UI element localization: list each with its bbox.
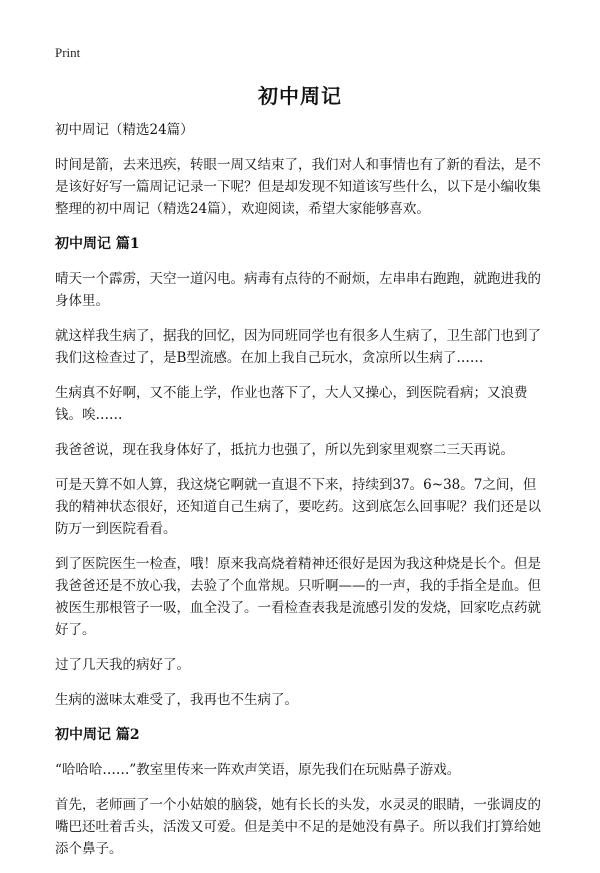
- paragraph: 首先，老师画了一个小姑娘的脑袋，她有长长的头发，水灵灵的眼睛，一张调皮的嘴巴还吐着舌头，活泼又可爱。但是美中不足的是她没有鼻子。所以我们打算给她添个鼻子。: [55, 797, 541, 857]
- paragraph: 可是天算不如人算，我这烧它啊就一直退不下来，持续到37。6~38。7之间，但我的精神状态很好，还知道自己生病了，要吃药。这到底怎么回事呢？我们还是以防万一到医院看看。: [55, 477, 541, 537]
- section-heading-1: 初中周记 篇1: [55, 236, 140, 252]
- paragraph: 晴天一个霹雳，天空一道闪电。病毒有点待的不耐烦，左串串右跑跑，就跑进我的身体里。: [55, 271, 541, 309]
- paragraph: 生病的滋味太难受了，我再也不生病了。: [55, 692, 298, 708]
- print-link[interactable]: Print: [55, 45, 81, 60]
- paragraph: 生病真不好啊，又不能上学，作业也落下了，大人又操心，到医院看病；又浪费钱。唉……: [55, 385, 528, 423]
- page-title: 初中周记: [258, 84, 342, 108]
- paragraph: 我爸爸说，现在我身体好了，抵抗力也强了，所以先到家里观察二三天再说。: [55, 442, 514, 458]
- article-body: [55, 119, 545, 873]
- paragraph: 就这样我生病了，据我的回忆，因为同班同学也有很多人生病了，卫生部门也到了我们这检查过了，是B型流感。在加上我自己玩水，贪凉所以生病了……: [55, 328, 541, 366]
- article-subtitle: 初中周记（精选24篇）: [55, 122, 194, 138]
- paragraph: 到了医院医生一检查，哦！原来我高烧着精神还很好是因为我这种烧是长个。但是我爸爸还是不放心我，去验了个血常规。只听啊——的一声，我的手指全是血。但被医生那根管子一吸，血全没了。一看检查表我是流感引发的发烧，回家吃点药就好了。: [55, 556, 541, 638]
- paragraph: “哈哈哈……”教室里传来一阵欢声笑语，原先我们在玩贴鼻子游戏。: [55, 762, 461, 778]
- section-heading-2: 初中周记 篇2: [55, 727, 140, 743]
- intro-paragraph: 时间是箭，去来迅疾，转眼一周又结束了，我们对人和事情也有了新的看法，是不是该好好写一篇周记记录一下呢？但是却发现不知道该写些什么，以下是小编收集整理的初中周记（精选24篇），欢迎阅读，希望大家能够喜欢。: [55, 157, 541, 217]
- paragraph: 过了几天我的病好了。: [55, 657, 190, 673]
